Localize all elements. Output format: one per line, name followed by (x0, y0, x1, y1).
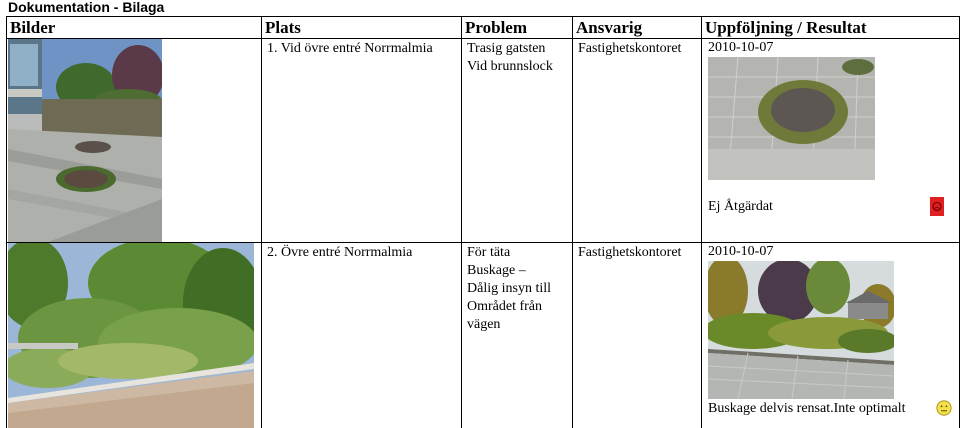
photo-followup-bushes (708, 261, 894, 399)
images-cell (7, 243, 262, 428)
status-partial-swatch (937, 401, 951, 415)
images-cell (7, 39, 262, 243)
responsible-cell: Fastighetskontoret (573, 243, 702, 428)
problem-cell: För täta Buskage – Dålig insyn till Området från vägen (462, 243, 573, 428)
document-title: Dokumentation - Bilaga (8, 0, 165, 15)
header-problem: Problem (462, 17, 573, 39)
problem-cell: Trasig gatsten Vid brunnslock (462, 39, 573, 243)
followup-result: Buskage delvis rensat.Inte optimalt (708, 401, 906, 416)
followup-cell (702, 39, 960, 243)
responsible-cell: Fastighetskontoret (573, 39, 702, 243)
table-row (7, 243, 960, 428)
status-partial-icon (936, 400, 952, 416)
status-not-done-icon (930, 197, 944, 216)
photo-followup-manhole (708, 57, 875, 180)
place-cell: 1. Vid övre entré Norrmalmia (262, 39, 462, 243)
table-header-row (7, 17, 960, 39)
header-place: Plats (262, 17, 462, 39)
photo-dense-bushes (8, 243, 254, 428)
photo-paving-manhole (8, 39, 162, 242)
status-not-done-swatch (930, 197, 944, 216)
header-images: Bilder (7, 17, 262, 39)
header-responsible: Ansvarig (573, 17, 702, 39)
followup-date: 2010-10-07 (708, 244, 774, 259)
place-cell: 2. Övre entré Norrmalmia (262, 243, 462, 428)
followup-cell (702, 243, 960, 428)
table-row (7, 39, 960, 243)
documentation-table (6, 16, 960, 428)
followup-result: Ej Åtgärdat (708, 199, 773, 214)
followup-date: 2010-10-07 (708, 40, 774, 55)
header-followup: Uppföljning / Resultat (702, 17, 960, 39)
